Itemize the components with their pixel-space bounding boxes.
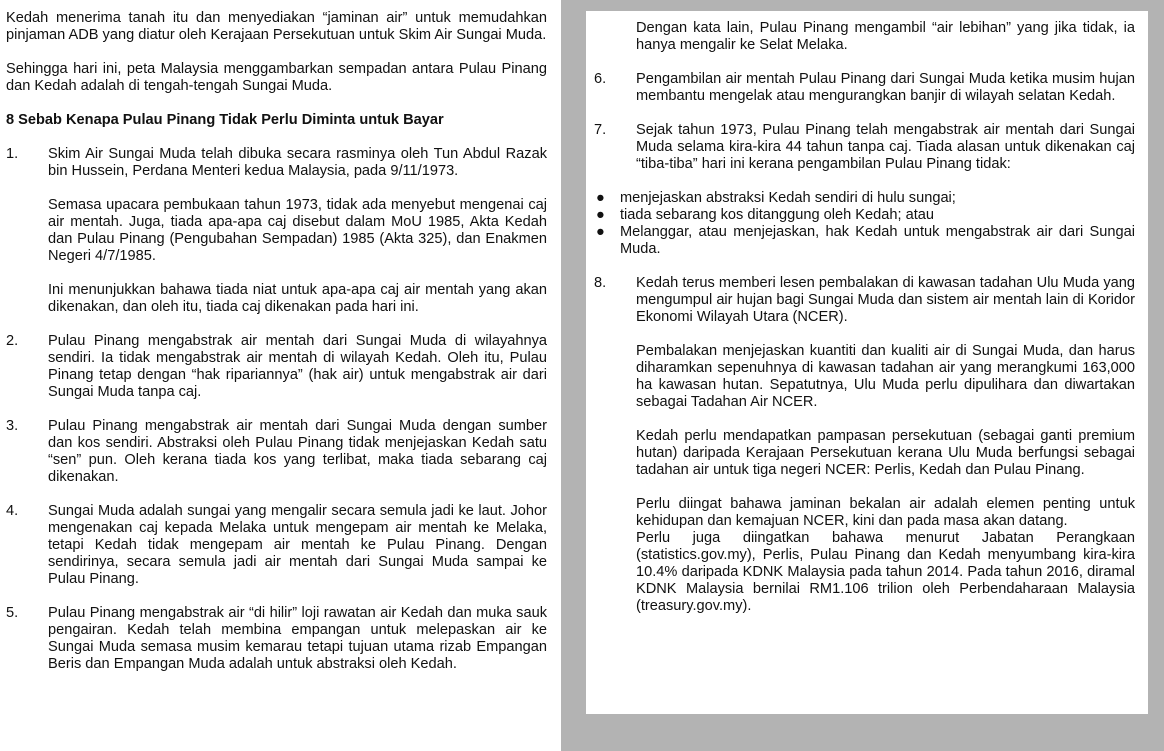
bullet-item [594, 207, 1135, 224]
bullet-icon: ● [596, 190, 605, 206]
list-item [6, 418, 547, 486]
bullet-item [594, 190, 1135, 207]
bullet-list [594, 190, 1135, 258]
intro-paragraph: Sehingga hari ini, peta Malaysia menggambarkan sempadan antara Pulau Pinang dan Kedah adalah di tengah-tengah Sungai Muda. [6, 61, 547, 94]
list-number: 4. [6, 503, 19, 519]
item-paragraph: Pembalakan menjejaskan kuantiti dan kualiti air di Sungai Muda, dan harus diharamkan sepenuhnya di kawasan tadahan air yang merangkumi 163,000 ha kawasan hutan. Sepatutnya, Ulu Muda perlu dipulihara dan diwartakan sebagai Tadahan Air NCER. [636, 343, 1135, 410]
bullet-text: Melanggar, atau menjejaskan, hak Kedah untuk mengabstrak air dari Sungai Muda. [620, 224, 1135, 257]
list-number: 3. [6, 418, 19, 434]
item-paragraph: Perlu juga diingatkan bahawa menurut Jabatan Perangkaan (statistics.gov.my), Perlis, Pulau Pinang dan Kedah menyumbang kira-kira 10.4% daripada KDNK Malaysia pada tahun 2014. Pada tahun 2016, diramal KDNK Malaysia bernilai RM1.106 trilion oleh Perbendaharaan Malaysia (treasury.gov.my). [636, 530, 1135, 614]
item-paragraph: Perlu diingat bahawa jaminan bekalan air adalah elemen penting untuk kehidupan dan kemajuan NCER, kini dan pada masa akan datang. [636, 496, 1135, 529]
item-paragraph: Pulau Pinang mengabstrak air mentah dari Sungai Muda dengan sumber dan kos sendiri. Abstraksi oleh Pulau Pinang tidak menjejaskan Kedah satu “sen” pun. Oleh kerana tiada kos yang terlibat, maka tiada sebarang caj dikenakan. [48, 418, 547, 485]
bullet-item [594, 224, 1135, 258]
list-number: 6. [594, 71, 607, 87]
item-paragraph: Semasa upacara pembukaan tahun 1973, tidak ada menyebut mengenai caj air mentah. Juga, tiada apa-apa caj disebut dalam MoU 1985, Akta Kedah dan Pulau Pinang (Pengubahan Sempadan) 1985 (Akta 325), dan Enakmen Negeri 4/7/1985. [48, 197, 547, 264]
item-paragraph: Sungai Muda adalah sungai yang mengalir secara semula jadi ke laut. Johor mengenakan caj kepada Melaka untuk mengepam air mentah ke Melaka, tetapi Kedah tidak mengepam air mentah ke Pulau Pinang. Dengan sendirinya, secara semula jadi air mentah dari Sungai Muda sampai ke Pulau Pinang. [48, 503, 547, 587]
item-paragraph: Skim Air Sungai Muda telah dibuka secara rasminya oleh Tun Abdul Razak bin Hussein, Perdana Menteri kedua Malaysia, pada 9/11/1973. [48, 146, 547, 179]
bullet-text: tiada sebarang kos ditanggung oleh Kedah; atau [620, 207, 935, 223]
list-item [594, 71, 1135, 105]
continuation-paragraph: Dengan kata lain, Pulau Pinang mengambil “air lebihan” yang jika tidak, ia hanya mengalir ke Selat Melaka. [636, 20, 1135, 53]
item-paragraph: Pulau Pinang mengabstrak air mentah dari Sungai Muda di wilayahnya sendiri. Ia tidak mengabstrak air mentah di wilayah Kedah. Oleh itu, Pulau Pinang tetap dengan “hak ripariannya” (hak air) untuk mengabstrak air dari Sungai Muda tanpa caj. [48, 333, 547, 400]
intro-paragraph: Kedah menerima tanah itu dan menyediakan “jaminan air” untuk memudahkan pinjaman ADB yang diatur oleh Kerajaan Persekutuan untuk Skim Air Sungai Muda. [6, 10, 547, 43]
list-number: 7. [594, 122, 607, 138]
list-number: 8. [594, 275, 607, 291]
item-paragraph: Kedah perlu mendapatkan pampasan persekutuan (sebagai ganti premium hutan) daripada Kerajaan Persekutuan kerana Ulu Muda berfungsi sebagai tadahan air untuk tiga negeri NCER: Perlis, Kedah dan Pulau Pinang. [636, 428, 1135, 478]
list-item [6, 605, 547, 673]
item-paragraph: Sejak tahun 1973, Pulau Pinang telah mengabstrak air mentah dari Sungai Muda selama kira-kira 44 tahun tanpa caj. Tiada alasan untuk dikenakan caj “tiba-tiba” hari ini kerana pengambilan Pulau Pinang tidak: [636, 122, 1135, 172]
list-number: 2. [6, 333, 19, 349]
list-item [6, 146, 547, 316]
list-item [6, 503, 547, 588]
bullet-icon: ● [596, 207, 605, 223]
list-item [594, 275, 1135, 615]
bullet-text: menjejaskan abstraksi Kedah sendiri di hulu sungai; [620, 190, 956, 206]
item-paragraph: Pengambilan air mentah Pulau Pinang dari Sungai Muda ketika musim hujan membantu mengelak atau mengurangkan banjir di wilayah selatan Kedah. [636, 71, 1135, 104]
section-heading: 8 Sebab Kenapa Pulau Pinang Tidak Perlu Diminta untuk Bayar [6, 112, 444, 128]
list-number: 1. [6, 146, 19, 162]
bullet-icon: ● [596, 224, 605, 240]
document-page-left [0, 0, 561, 751]
item-paragraph: Kedah terus memberi lesen pembalakan di kawasan tadahan Ulu Muda yang mengumpul air hujan bagi Sungai Muda dan sistem air mentah lain di Koridor Ekonomi Wilayah Utara (NCER). [636, 275, 1135, 325]
document-page-right [586, 11, 1148, 714]
item-paragraph: Pulau Pinang mengabstrak air “di hilir” loji rawatan air Kedah dan muka sauk pengairan. Kedah telah membina empangan untuk melepaskan air ke Sungai Muda semasa musim kemarau tetapi tujuan utama rizab Empangan Beris dan Empangan Muda adalah untuk abstraksi oleh Kedah. [48, 605, 547, 672]
list-number: 5. [6, 605, 19, 621]
list-item [6, 333, 547, 401]
item-paragraph: Ini menunjukkan bahawa tiada niat untuk apa-apa caj air mentah yang akan dikenakan, dan oleh itu, tiada caj dikenakan pada hari ini. [48, 282, 547, 315]
list-item [594, 122, 1135, 173]
